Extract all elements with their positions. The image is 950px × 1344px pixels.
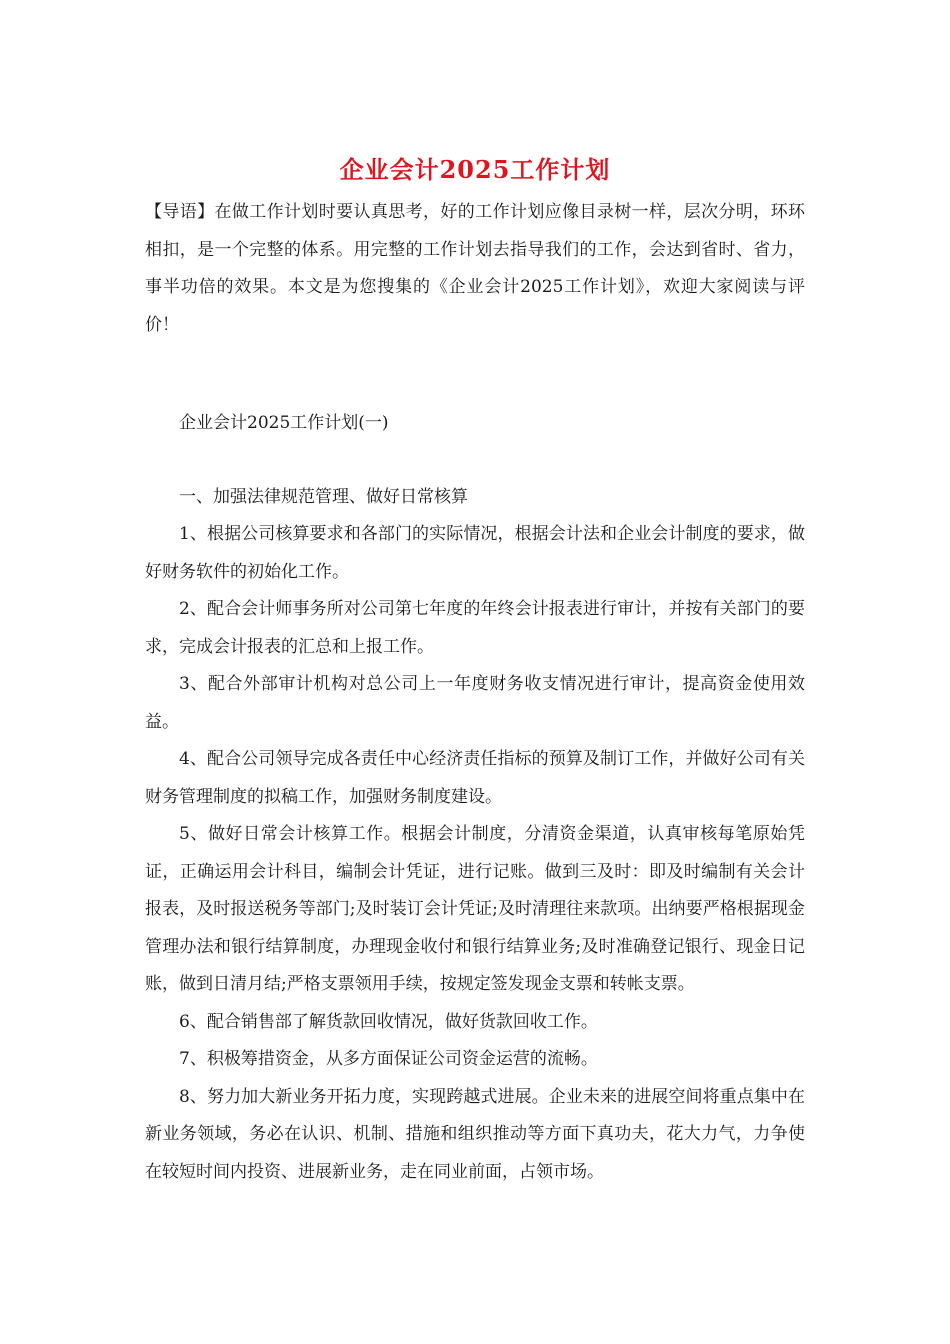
list-item: 5、做好日常会计核算工作。根据会计制度，分清资金渠道，认真审核每笔原始凭证，正确运用会计科目，编制会计凭证，进行记账。做到三及时：即及时编制有关会计报表，及时报送税务等部门;及时装订会计凭证;及时清理往来款项。出纳要严格根据现金管理办法和银行结算制度，办理现金收付和银行结算业务;及时准确登记银行、现金日记账，做到日清月结;严格支票领用手续，按规定签发现金支票和转帐支票。 (145, 824, 805, 994)
plan-title: 企业会计2025工作计划(一) (179, 413, 389, 433)
list-item: 1、根据公司核算要求和各部门的实际情况，根据会计法和企业会计制度的要求，做好财务软件的初始化工作。 (145, 524, 805, 582)
document-title: 企业会计2025工作计划 (339, 155, 611, 184)
item-list (145, 516, 805, 1191)
section-heading: 一、加强法律规范管理、做好日常核算 (179, 487, 468, 507)
list-item: 2、配合会计师事务所对公司第七年度的年终会计报表进行审计，并按有关部门的要求，完成会计报表的汇总和上报工作。 (145, 599, 805, 657)
intro-paragraph: 【导语】在做工作计划时要认真思考，好的工作计划应像目录树一样，层次分明，环环相扣，是一个完整的体系。用完整的工作计划去指导我们的工作，会达到省时、省力，事半功倍的效果。本文是为您搜集的《企业会计2025工作计划》，欢迎大家阅读与评价！ (145, 202, 805, 335)
list-item: 4、配合公司领导完成各责任中心经济责任指标的预算及制订工作，并做好公司有关财务管理制度的拟稿工作，加强财务制度建设。 (145, 749, 805, 807)
list-item: 8、努力加大新业务开拓力度，实现跨越式进展。企业未来的进展空间将重点集中在新业务领域，务必在认识、机制、措施和组织推动等方面下真功夫，花大力气，力争使在较短时间内投资、进展新业务，走在同业前面，占领市场。 (145, 1086, 805, 1182)
list-item: 3、配合外部审计机构对总公司上一年度财务收支情况进行审计，提高资金使用效益。 (145, 674, 805, 732)
list-item: 7、积极筹措资金，从多方面保证公司资金运营的流畅。 (179, 1049, 598, 1069)
list-item: 6、配合销售部了解货款回收情况，做好货款回收工作。 (179, 1011, 598, 1032)
